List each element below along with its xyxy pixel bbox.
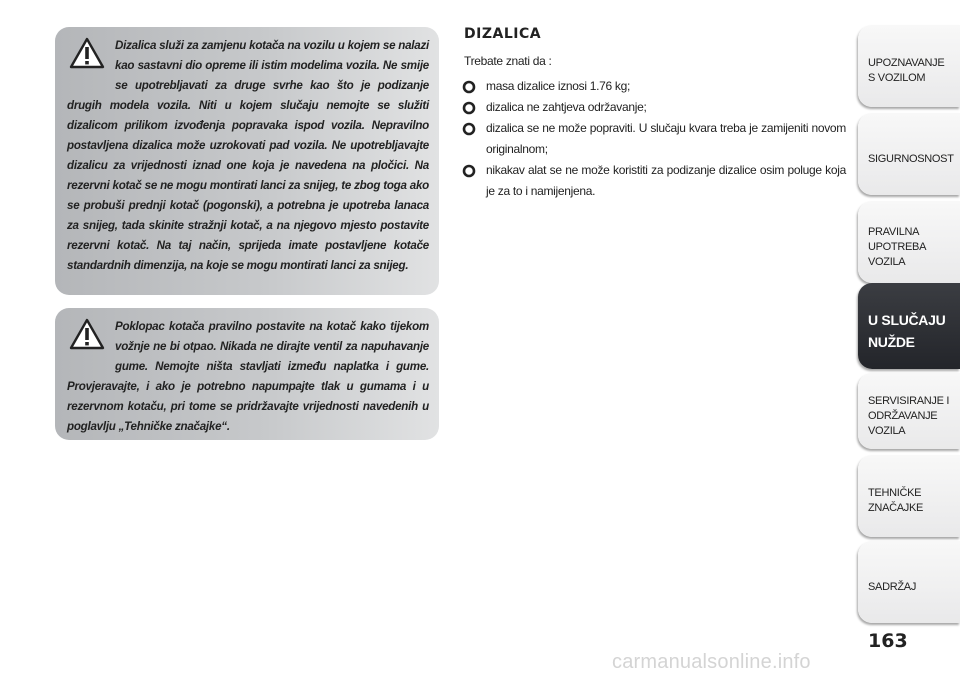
tab-label: SIGURNOSNOST xyxy=(868,152,954,165)
tab-tehnicke-znacajke[interactable] xyxy=(858,455,960,537)
tab-label: PRAVILNA UPOTREBA VOZILA xyxy=(868,225,927,268)
tab-pravilna-upotreba-vozila[interactable] xyxy=(858,201,960,283)
list-item-text: dizalica ne zahtjeva održavanje; xyxy=(486,100,647,114)
tab-upoznavanje-s-vozilom[interactable] xyxy=(858,25,960,107)
bullet-icon xyxy=(462,101,476,115)
list-item xyxy=(462,160,846,202)
facts-list xyxy=(462,76,846,202)
list-item-text: nikakav alat se ne može koristiti za podizanje dizalice osim poluge koja je za to i namijenjena. xyxy=(486,163,846,198)
warning-text: Poklopac kotača pravilno postavite na kotač kako tijekom vožnje ne bi otpao. Nikada ne dirajte ventil za napuhavanje gume. Nemojte ništa stavljati između naplatka i gume. Provjeravajte, i ako je potrebno napumpajte tlak u gumama i u rezervnom kotaču, pri tome se pridržavajte vrijednosti navedenih u poglavlju „Tehničke značajke“. xyxy=(67,320,429,433)
tab-label: UPOZNAVANJE S VOZILOM xyxy=(868,57,945,84)
warning-text: Dizalica služi za zamjenu kotača na vozilu u kojem se nalazi kao sastavni dio opreme ili istim modelima vozila. Ne smije se upotrebljavati za druge svrhe kao što je podizanje drugih modela vozila. Niti u kojem slučaju nemojte se služiti dizalicom prilikom izvođenja popravaka ispod vozila. Nepravilno postavljena dizalica može uzrokovati pad vozila. Ne upotrebljavajte dizalicu za vrijednosti iznad one koja je navedena na pločici. Na rezervni kotač se ne mogu montirati lanci za snijeg, te zbog toga ako se probuši prednji kotač (pogonski), a potrebna je upotreba lanaca za snijeg, tada skinite stražnji kotač, a na njegovo mjesto postavite rezervni kotač. Na taj način, sprijeda imate postavljene kotače standardnih dimenzija, na koje se mogu montirati lanci za snijeg. xyxy=(67,39,429,272)
section-title: DIZALICA xyxy=(464,26,542,42)
warning-box-hubcap xyxy=(55,308,439,440)
bullet-icon xyxy=(462,80,476,94)
main-column xyxy=(462,26,846,202)
list-item-text: masa dizalice iznosi 1.76 kg; xyxy=(486,79,631,93)
tab-servisiranje-i-odrzavanje-vozila[interactable] xyxy=(858,373,960,449)
watermark: carmanualsonline.info xyxy=(612,651,811,673)
list-item xyxy=(462,118,846,160)
tab-u-slucaju-nuzde[interactable] xyxy=(858,283,960,369)
tab-sigurnosnost[interactable] xyxy=(858,113,960,195)
tab-label: U SLUČAJU NUŽDE xyxy=(868,312,946,350)
tab-label: SADRŽAJ xyxy=(868,580,917,593)
tab-label: SERVISIRANJE I ODRŽAVANJE VOZILA xyxy=(868,394,950,437)
tab-sadrzaj[interactable] xyxy=(858,541,960,623)
intro-text: Trebate znati da : xyxy=(464,54,552,68)
page-number: 163 xyxy=(868,630,908,652)
bullet-icon xyxy=(462,122,476,136)
bullet-icon xyxy=(462,164,476,178)
list-item-text: dizalica se ne može popraviti. U slučaju kvara treba je zamijeniti novom originalnom; xyxy=(486,121,846,156)
list-item xyxy=(462,97,846,118)
warning-box-jack xyxy=(55,27,439,295)
tab-label: TEHNIČKE ZNAČAJKE xyxy=(868,487,924,514)
list-item xyxy=(462,76,846,97)
